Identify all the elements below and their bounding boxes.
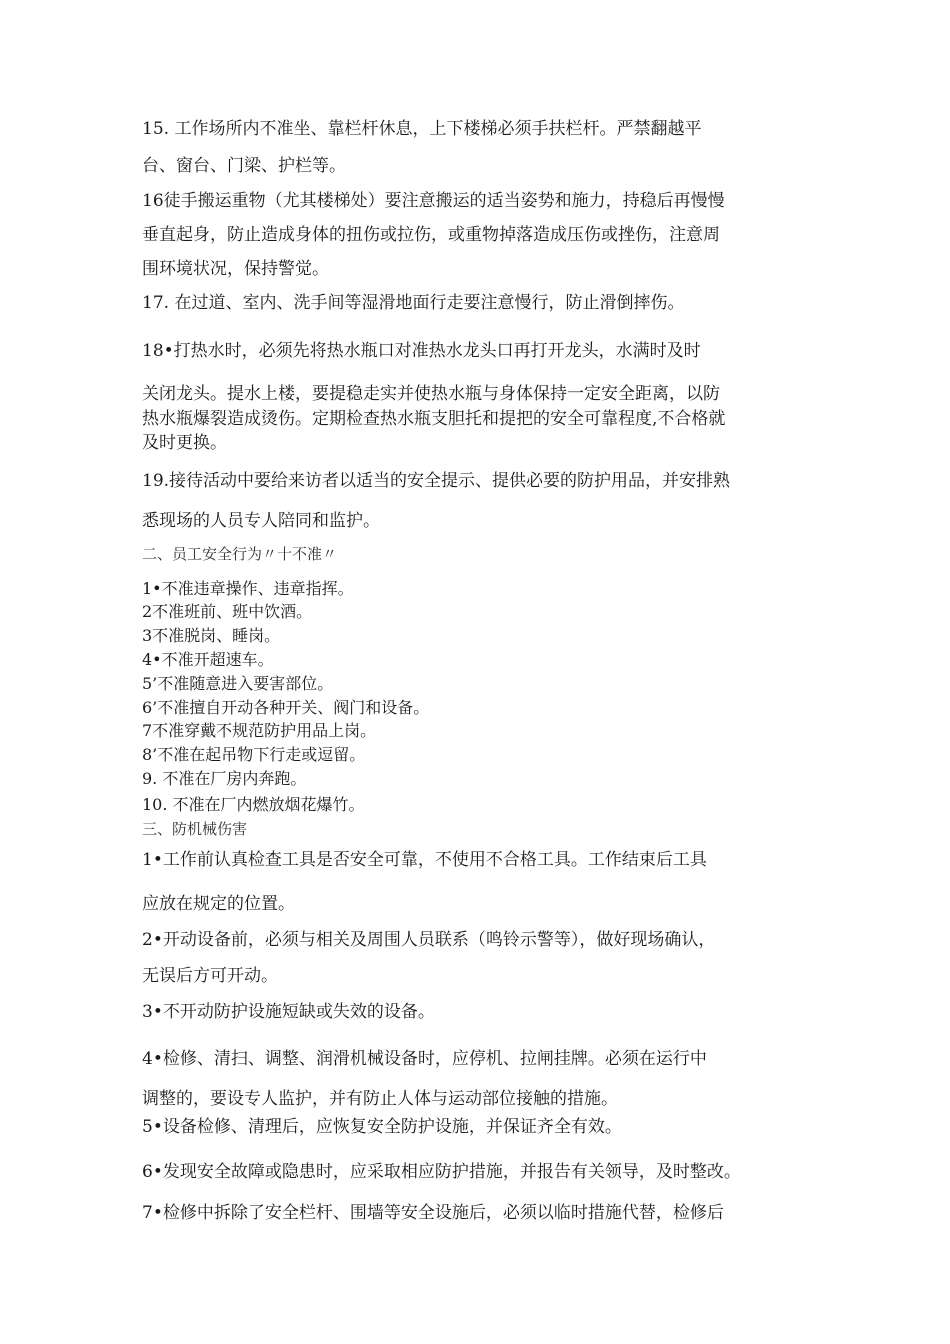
mech-item-2-line-1: 2•开动设备前，必须与相关及周围人员联系（鸣铃示警等），做好现场确认，: [142, 930, 716, 950]
rule-item: 7不准穿戴不规范防护用品上岗。: [142, 721, 377, 740]
item-18-line-3: 热水瓶爆裂造成烫伤。定期检查热水瓶支胆托和提把的安全可靠程度,不合格就: [142, 409, 726, 429]
rule-item: 8’不准在起吊物下行走或逗留。: [142, 745, 366, 764]
rule-item: 3不准脱岗、睡岗。: [142, 626, 281, 645]
mech-item-2-line-2: 无误后方可开动。: [142, 966, 278, 986]
section-3-heading: 三、防机械伤害: [142, 820, 248, 838]
mech-item-1-line-2: 应放在规定的位置。: [142, 894, 295, 914]
rule-item: 9. 不准在厂房内奔跑。: [142, 769, 307, 788]
rule-item: 1•不准违章操作、违章指挥。: [142, 579, 354, 598]
item-16-line-3: 围环境状况，保持警觉。: [142, 259, 329, 279]
item-18-line-4: 及时更换。: [142, 433, 227, 453]
mech-item-1-line-1: 1•工作前认真检查工具是否安全可靠，不使用不合格工具。工作结束后工具: [142, 850, 707, 870]
mech-item-5: 5•设备检修、清理后，应恢复安全防护设施，并保证齐全有效。: [142, 1117, 622, 1137]
item-16-line-1: 16徒手搬运重物（尤其楼梯处）要注意搬运的适当姿势和施力，持稳后再慢慢: [142, 191, 725, 211]
item-19-line-2: 悉现场的人员专人陪同和监护。: [142, 511, 380, 531]
item-18-line-2: 关闭龙头。提水上楼，要提稳走实并使热水瓶与身体保持一定安全距离，以防: [142, 384, 720, 404]
rule-item: 4•不准开超速车。: [142, 650, 274, 669]
item-15-line-2: 台、窗台、门梁、护栏等。: [142, 156, 346, 176]
item-17: 17. 在过道、室内、洗手间等湿滑地面行走要注意慢行，防止滑倒摔伤。: [142, 293, 685, 313]
item-18-line-1: 18•打热水时，必须先将热水瓶口对准热水龙头口再打开龙头，水满时及时: [142, 341, 701, 361]
rule-item: 5’不准随意进入要害部位。: [142, 674, 334, 693]
section-2-heading: 二、员工安全行为〃十不准〃: [142, 545, 338, 563]
item-15-line-1: 15. 工作场所内不准坐、靠栏杆休息，上下楼梯必须手扶栏杆。严禁翻越平: [142, 119, 702, 139]
mech-item-6: 6•发现安全故障或隐患时，应采取相应防护措施，并报告有关领导，及时整改。: [142, 1162, 741, 1182]
item-16-line-2: 垂直起身，防止造成身体的扭伤或拉伤，或重物掉落造成压伤或挫伤，注意周: [142, 225, 720, 245]
mech-item-7: 7•检修中拆除了安全栏杆、围墙等安全设施后，必须以临时措施代替，检修后: [142, 1203, 724, 1223]
mech-item-4-line-2: 调整的，要设专人监护，并有防止人体与运动部位接触的措施。: [142, 1089, 618, 1109]
rule-item: 10. 不准在厂内燃放烟花爆竹。: [142, 795, 365, 814]
mech-item-4-line-1: 4•检修、清扫、调整、润滑机械设备时，应停机、拉闸挂牌。必须在运行中: [142, 1049, 707, 1069]
mech-item-3: 3•不开动防护设施短缺或失效的设备。: [142, 1002, 435, 1022]
item-19-line-1: 19.接待活动中要给来访者以适当的安全提示、提供必要的防护用品，并安排熟: [142, 471, 731, 491]
rule-item: 6’不准擅自开动各种开关、阀门和设备。: [142, 698, 430, 717]
rule-item: 2不准班前、班中饮酒。: [142, 602, 313, 621]
